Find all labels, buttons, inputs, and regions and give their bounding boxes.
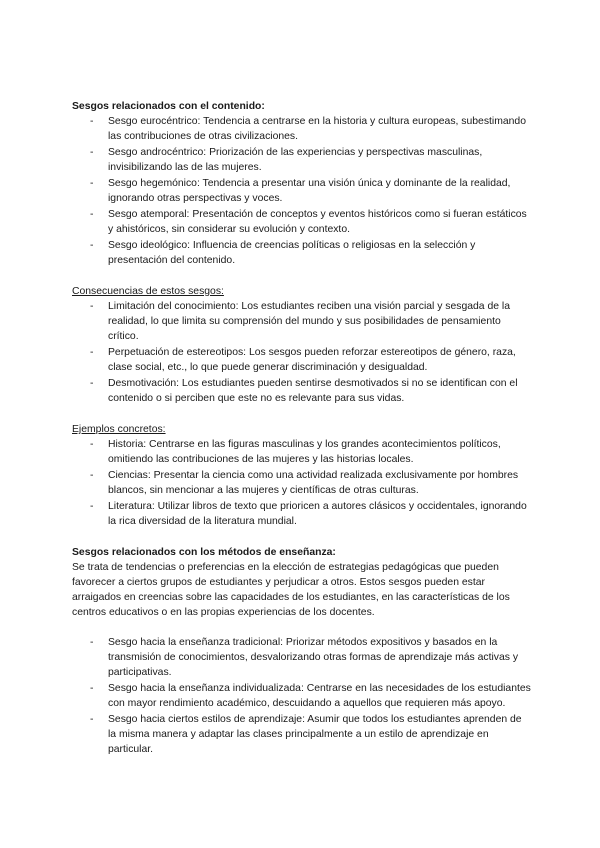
- list-item: - Ciencias: Presentar la ciencia como una actividad realizada exclusivamente por hombres blancos, sin mencionar a las mujeres y científicas de otras culturas.: [72, 468, 532, 498]
- teaching-methods-list: [72, 635, 532, 757]
- consequences-heading: Consecuencias de estos sesgos:: [72, 286, 224, 297]
- section-heading-teaching-methods: Sesgos relacionados con los métodos de enseñanza:: [72, 547, 336, 558]
- spacer: [72, 269, 532, 284]
- list-item: - Sesgo hacia la enseñanza individualizada: Centrarse en las necesidades de los estudiantes con mayor rendimiento académico, descuidando a aquellos que requieren más apoyo.: [72, 681, 532, 711]
- section-heading-content-biases: Sesgos relacionados con el contenido:: [72, 101, 265, 112]
- content-biases-list: [72, 114, 532, 268]
- list-item: - Limitación del conocimiento: Los estudiantes reciben una visión parcial y sesgada de la realidad, lo que limita su comprensión del mundo y sus posibilidades de pensamiento crítico.: [72, 299, 532, 344]
- list-item: - Sesgo hacia la enseñanza tradicional: Priorizar métodos expositivos y basados en la transmisión de conocimientos, desvalorizando otras formas de aprendizaje más activas y participativas.: [72, 635, 532, 680]
- list-item: - Sesgo hacia ciertos estilos de aprendizaje: Asumir que todos los estudiantes aprenden de la misma manera y adaptar las clases principalmente a un estilo de aprendizaje en particular.: [72, 712, 532, 757]
- spacer: [72, 620, 532, 635]
- examples-heading: Ejemplos concretos:: [72, 424, 166, 435]
- list-item: - Sesgo hegemónico: Tendencia a presentar una visión única y dominante de la realidad, ignorando otras perspectivas y voces.: [72, 176, 532, 206]
- list-item: - Sesgo androcéntrico: Priorización de las experiencias y perspectivas masculinas, invisibilizando las de las mujeres.: [72, 145, 532, 175]
- list-item: - Literatura: Utilizar libros de texto que prioricen a autores clásicos y occidentales, ignorando la rica diversidad de la literatura mundial.: [72, 499, 532, 529]
- consequences-list: [72, 299, 532, 406]
- list-item: - Historia: Centrarse en las figuras masculinas y los grandes acontecimientos políticos, omitiendo las contribuciones de las mujeres y las historias locales.: [72, 437, 532, 467]
- document-content: [72, 99, 532, 758]
- examples-list: [72, 437, 532, 529]
- list-item: - Desmotivación: Los estudiantes pueden sentirse desmotivados si no se identifican con el contenido o si perciben que este no es relevante para sus vidas.: [72, 376, 532, 406]
- spacer: [72, 407, 532, 422]
- list-item: - Sesgo atemporal: Presentación de conceptos y eventos históricos como si fueran estáticos y ahistóricos, sin considerar su evolución y contexto.: [72, 207, 532, 237]
- teaching-methods-intro: Se trata de tendencias o preferencias en la elección de estrategias pedagógicas que pueden favorecer a ciertos grupos de estudiantes y perjudicar a otros. Estos sesgos pueden estar arraigados en creencias sobre las capacidades de los estudiantes, en las características de los centros educativos o en las propias experiencias de los docentes.: [72, 562, 510, 618]
- list-item: - Sesgo ideológico: Influencia de creencias políticas o religiosas en la selección y presentación del contenido.: [72, 238, 532, 268]
- list-item: - Perpetuación de estereotipos: Los sesgos pueden reforzar estereotipos de género, raza, clase social, etc., lo que puede generar discriminación y desigualdad.: [72, 345, 532, 375]
- list-item: - Sesgo eurocéntrico: Tendencia a centrarse en la historia y cultura europeas, subestimando las contribuciones de otras civilizaciones.: [72, 114, 532, 144]
- spacer: [72, 530, 532, 545]
